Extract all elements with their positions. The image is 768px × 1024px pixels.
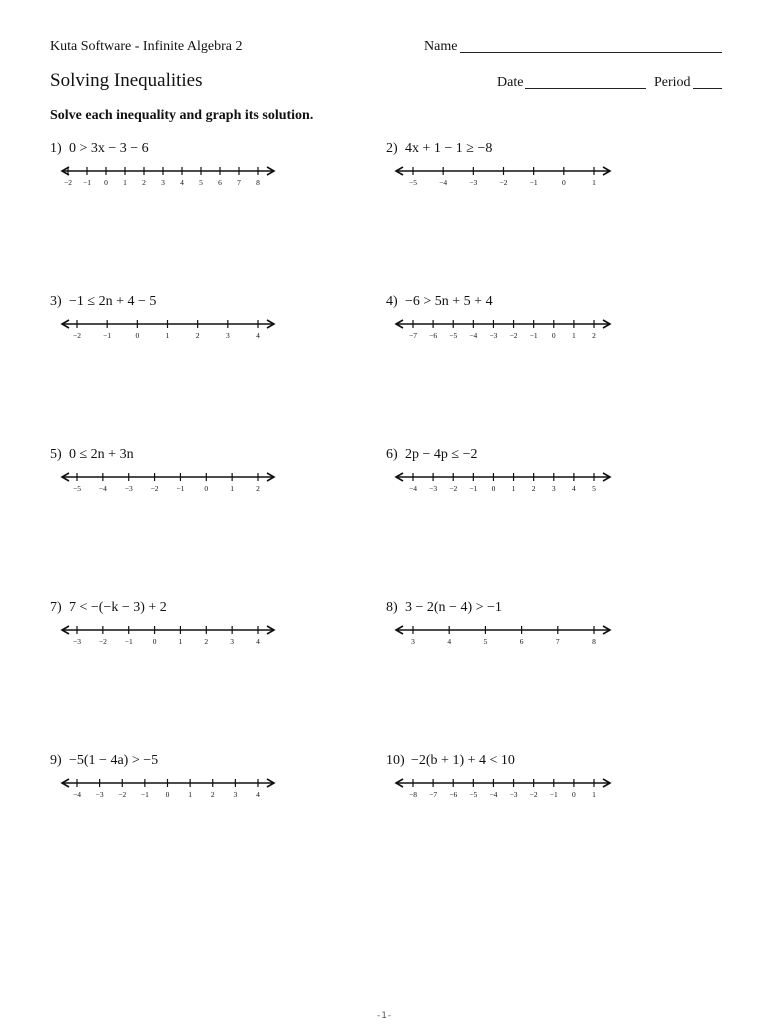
tick-label: −1 <box>103 331 112 340</box>
tick-label: −2 <box>150 484 159 493</box>
number-line[interactable] <box>50 622 280 652</box>
tick-label: 3 <box>161 178 165 187</box>
tick-label: 4 <box>572 484 576 493</box>
tick-label: 1 <box>230 484 235 493</box>
number-line[interactable] <box>50 775 280 805</box>
tick-label: 1 <box>188 790 192 799</box>
tick-label: 0 <box>551 331 556 340</box>
number-line[interactable] <box>386 775 616 805</box>
tick-label: 2 <box>142 178 146 187</box>
tick-label: −2 <box>509 331 518 340</box>
tick-label: −3 <box>469 178 478 187</box>
tick-label: −1 <box>83 178 91 187</box>
problem-expression: 2p − 4p ≤ −2 <box>405 447 478 462</box>
tick-label: 1 <box>178 637 183 646</box>
date-blank[interactable] <box>525 88 646 89</box>
page-number: -1- <box>375 1011 393 1021</box>
tick-label: 8 <box>592 637 596 646</box>
tick-label: 1 <box>592 178 596 187</box>
tick-label: −1 <box>469 484 478 493</box>
tick-label: 3 <box>233 790 238 799</box>
tick-label: 4 <box>180 178 184 187</box>
problem-expression: −2(b + 1) + 4 < 10 <box>411 753 515 768</box>
tick-label: −1 <box>140 790 149 799</box>
tick-label: −3 <box>73 637 81 646</box>
tick-label: 5 <box>199 178 203 187</box>
tick-label: −7 <box>429 790 438 799</box>
tick-label: 0 <box>152 637 157 646</box>
tick-label: 7 <box>237 178 241 187</box>
tick-label: −1 <box>529 331 538 340</box>
tick-label: 1 <box>165 331 170 340</box>
problem-number: 6) <box>386 447 398 462</box>
tick-label: −2 <box>449 484 458 493</box>
tick-label: −3 <box>429 484 438 493</box>
tick-label: 5 <box>592 484 596 493</box>
tick-label: 0 <box>104 178 108 187</box>
problem-8 <box>386 600 686 680</box>
problem-3 <box>50 294 350 374</box>
problem-2 <box>386 141 686 221</box>
tick-label: −6 <box>429 331 438 340</box>
problem-4 <box>386 294 686 374</box>
tick-label: −1 <box>176 484 185 493</box>
problem-expression: 0 ≤ 2n + 3n <box>69 447 134 462</box>
tick-label: 0 <box>165 790 170 799</box>
tick-label: 4 <box>256 790 260 799</box>
tick-label: 8 <box>256 178 260 187</box>
problem-expression: −5(1 − 4a) > −5 <box>69 753 159 768</box>
problem-expression: 0 > 3x − 3 − 6 <box>69 141 149 156</box>
problem-expression: −6 > 5n + 5 + 4 <box>405 294 493 309</box>
period-blank[interactable] <box>693 88 722 89</box>
tick-label: 1 <box>123 178 127 187</box>
tick-label: 0 <box>204 484 209 493</box>
tick-label: −2 <box>64 178 72 187</box>
tick-label: −2 <box>73 331 81 340</box>
problem-number: 7) <box>50 600 62 615</box>
tick-label: −4 <box>489 790 498 799</box>
number-line[interactable] <box>386 316 616 346</box>
tick-label: 0 <box>572 790 576 799</box>
tick-label: 2 <box>195 331 200 340</box>
tick-label: 2 <box>256 484 260 493</box>
period-label: Period <box>654 75 691 90</box>
tick-label: −2 <box>98 637 107 646</box>
worksheet-title: Solving Inequalities <box>50 70 203 91</box>
date-label: Date <box>497 75 524 90</box>
tick-label: 2 <box>210 790 215 799</box>
problem-expression: −1 ≤ 2n + 4 − 5 <box>69 294 157 309</box>
name-label: Name <box>424 39 458 54</box>
tick-label: 2 <box>592 331 596 340</box>
problem-number: 8) <box>386 600 398 615</box>
problem-expression: 4x + 1 − 1 ≥ −8 <box>405 141 493 156</box>
tick-label: 3 <box>230 637 235 646</box>
problem-number: 4) <box>386 294 398 309</box>
tick-label: −4 <box>98 484 107 493</box>
tick-label: 0 <box>135 331 140 340</box>
tick-label: 4 <box>256 637 260 646</box>
tick-label: 6 <box>519 637 524 646</box>
tick-label: −1 <box>124 637 133 646</box>
tick-label: −4 <box>439 178 448 187</box>
tick-label: −8 <box>409 790 417 799</box>
problem-number: 2) <box>386 141 398 156</box>
tick-label: −3 <box>124 484 133 493</box>
tick-label: 4 <box>256 331 260 340</box>
problem-number: 9) <box>50 753 62 768</box>
problem-1 <box>50 141 350 221</box>
number-line[interactable] <box>50 469 280 499</box>
tick-label: 0 <box>491 484 496 493</box>
problem-10 <box>386 753 686 833</box>
tick-label: −5 <box>469 790 478 799</box>
tick-label: −3 <box>489 331 498 340</box>
tick-label: −4 <box>73 790 81 799</box>
tick-label: −4 <box>409 484 417 493</box>
number-line[interactable] <box>50 316 280 346</box>
tick-label: −3 <box>95 790 104 799</box>
tick-label: −1 <box>529 178 538 187</box>
tick-label: 3 <box>225 331 230 340</box>
tick-label: −1 <box>549 790 558 799</box>
tick-label: 5 <box>483 637 488 646</box>
number-line[interactable] <box>386 469 616 499</box>
problem-number: 1) <box>50 141 62 156</box>
name-blank[interactable] <box>460 52 722 53</box>
number-line[interactable] <box>386 163 616 193</box>
tick-label: 2 <box>204 637 209 646</box>
publisher-header: Kuta Software - Infinite Algebra 2 <box>50 39 243 54</box>
problem-6 <box>386 447 686 527</box>
tick-label: −5 <box>449 331 458 340</box>
tick-label: 3 <box>411 637 415 646</box>
tick-label: 4 <box>447 637 452 646</box>
problem-9 <box>50 753 350 833</box>
tick-label: −2 <box>118 790 127 799</box>
problem-number: 10) <box>386 753 405 768</box>
problem-expression: 7 < −(−k − 3) + 2 <box>69 600 167 615</box>
problem-expression: 3 − 2(n − 4) > −1 <box>405 600 502 615</box>
tick-label: −7 <box>409 331 417 340</box>
tick-label: 0 <box>561 178 566 187</box>
tick-label: 3 <box>551 484 556 493</box>
tick-label: 2 <box>531 484 536 493</box>
tick-label: −5 <box>409 178 417 187</box>
tick-label: −5 <box>73 484 81 493</box>
tick-label: −3 <box>509 790 518 799</box>
tick-label: 1 <box>592 790 596 799</box>
tick-label: 1 <box>511 484 516 493</box>
tick-label: −4 <box>469 331 478 340</box>
tick-label: −2 <box>529 790 538 799</box>
tick-label: −2 <box>499 178 508 187</box>
number-line[interactable] <box>50 163 280 193</box>
tick-label: 6 <box>218 178 222 187</box>
number-line[interactable] <box>386 622 616 652</box>
problem-7 <box>50 600 350 680</box>
problem-5 <box>50 447 350 527</box>
problem-number: 5) <box>50 447 62 462</box>
instructions: Solve each inequality and graph its solution. <box>50 108 314 123</box>
tick-label: 1 <box>572 331 576 340</box>
tick-label: −6 <box>449 790 458 799</box>
problem-number: 3) <box>50 294 62 309</box>
tick-label: 7 <box>555 637 560 646</box>
